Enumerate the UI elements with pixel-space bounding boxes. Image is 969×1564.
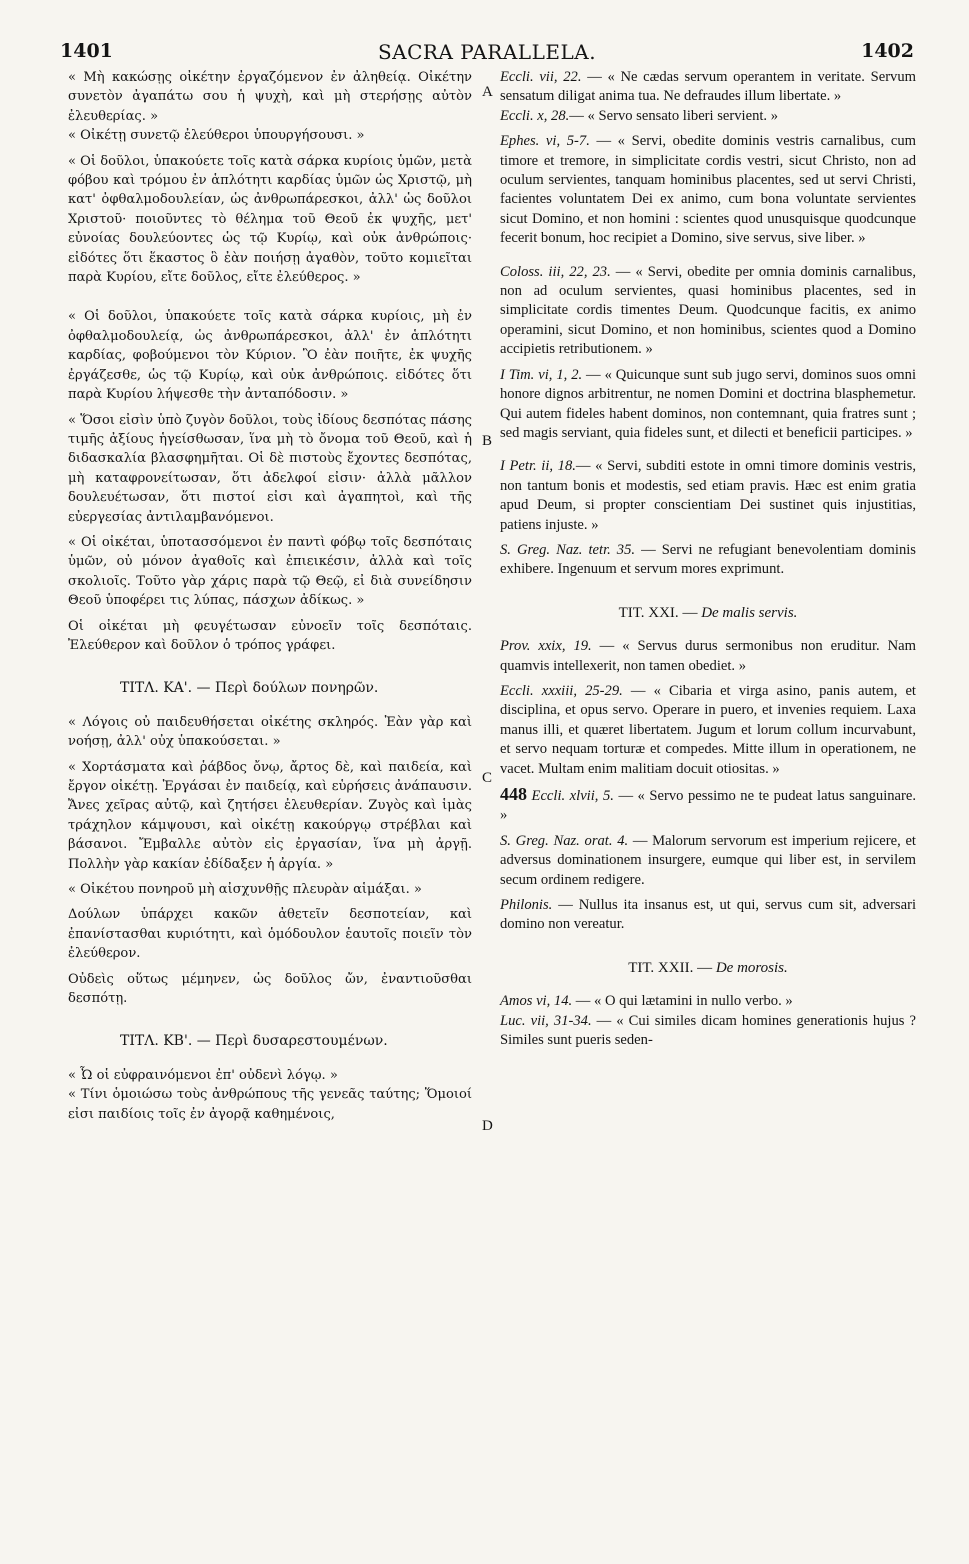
greek-paragraph: « Οἱ δοῦλοι, ὑπακούετε τοῖς κατὰ σάρκα κυρίοις ὑμῶν, μετὰ φόβου καὶ τρόμου ἐν ἁπλότητι καρδίας ὑμῶν ὡς Χριστῷ, μὴ κατ' ὀφθαλμοδουλείαν, ὡς ἀνθρωπάρεσκοι, ἀλλ' ὡς δοῦλοι Χριστοῦ· ποιοῦντες τὸ θέλημα τοῦ Θεοῦ ἐκ ψυχῆς, μετ' εὐνοίας δουλεύοντες ὡς τῷ Κυρίῳ, καὶ οὐκ ἀνθρώποις· εἰδότες ὅτι ἕκαστος ὃ ἐὰν ποιήσῃ ἀγαθὸν, τοῦτο κομιεῖται παρὰ Κυρίου, εἴτε δοῦλος, εἴτε ἐλεύθερος. » xyxy=(68,153,472,286)
scripture-reference: Philonis. xyxy=(500,897,553,914)
greek-paragraph: Οὐδεὶς οὕτως μέμηνεν, ὡς δοῦλος ὤν, ἐναντιοῦσθαι δεσπότῃ. xyxy=(68,971,472,1007)
section-marker-c: C xyxy=(482,770,493,786)
latin-text: — « Servi, subditi estote in omni timore dominis vestris, non tantum bonis et modestis, sed etiam pravis. Hæc est enim gratia apud Deum, si propter conscientiam Dei sustinet quis injustitias, patiens injuste. » xyxy=(500,458,916,533)
latin-paragraph xyxy=(500,541,916,580)
latin-text: — « Servus durus sermonibus non eruditur. Nam quamvis intellexerit, non tamen obediet. » xyxy=(500,638,916,674)
greek-paragraph: « Μὴ κακώσῃς οἰκέτην ἐργαζόμενον ἐν ἀληθείᾳ. Οἰκέτην συνετὸν ἀγαπάτω σου ἡ ψυχὴ, καὶ μὴ στερήσῃς αὐτὸν ἐλευθερίας. » xyxy=(68,70,472,124)
latin-text: — « Servi, obedite per omnia dominis carnalibus, non ad oculum servientes, quasi hominibus placentes, sed in simplicitate cordis timentes Deum. Quodcunque facitis, ex animo operamini, sicut Domino, et non hominibus, scientes quod a Domino accipietis retributionem. » xyxy=(500,263,917,358)
latin-paragraph xyxy=(500,682,916,779)
latin-paragraph xyxy=(500,637,916,676)
latin-column xyxy=(500,68,916,1056)
greek-paragraph: Δούλων ὑπάρχει κακῶν ἀθετεῖν δεσποτείαν, καὶ ἐπανίστασθαι κυριότητι, καὶ ὁμόδουλον ἑαυτοῖς ποιεῖν τὸν ἐλεύθερον. xyxy=(68,907,472,962)
latin-text: — « Cui similes dicam homines generationis hujus ? Similes sunt pueris seden- xyxy=(500,1012,916,1049)
latin-text: — Malorum servorum est imperium rejicere, et adversus dominationem insurgere, eumque qui liber est, in servilem secum ordinem redigere. xyxy=(500,832,916,888)
scripture-reference: Ephes. vi, 5-7. xyxy=(500,133,590,150)
greek-paragraph: « Οἰκέτῃ συνετῷ ἐλεύθεροι ὑπουργήσουσι. » xyxy=(68,128,365,144)
scripture-reference: Eccli. x, 28. xyxy=(500,107,570,124)
scripture-reference: Eccli. vii, 22. xyxy=(500,69,582,85)
scripture-reference: Luc. vii, 31-34. xyxy=(500,1012,592,1029)
greek-column xyxy=(68,68,472,1130)
greek-paragraph: « Ὦ οἱ εὐφραινόμενοι ἐπ' οὐδενὶ λόγῳ. » xyxy=(68,1067,338,1083)
latin-paragraph xyxy=(500,107,916,126)
page-number-left: 1401 xyxy=(60,40,113,62)
latin-text: — Nullus ita insanus est, ut qui, servus cum sit, adversari domino non vereatur. xyxy=(500,897,916,933)
latin-paragraph xyxy=(500,832,916,890)
running-header xyxy=(60,40,914,66)
scripture-reference: S. Greg. Naz. tetr. 35. xyxy=(500,541,636,558)
title-number: TIT. XXI. xyxy=(618,604,679,621)
greek-paragraph: « Οἱ δοῦλοι, ὑπακούετε τοῖς κατὰ σάρκα κυρίοις, μὴ ἐν ὀφθαλμοδουλείᾳ, ὡς ἀνθρωπάρεσκοι, ἀλλ' ἐν ἁπλότητι καρδίας, φοβούμενοι τὸν Κύριον. Ὃ ἐὰν ποιῆτε, ἐκ ψυχῆς ἐργάζεσθε, ὡς τῷ Κυρίῳ, καὶ οὐκ ἀνθρώποις. εἰδότες ὅτι παρὰ Κυρίου λήψεσθε τὴν ἀνταπόδοσιν. » xyxy=(68,309,472,403)
latin-paragraph xyxy=(500,457,916,535)
latin-title-heading: TIT. XXII. — De morosis. xyxy=(628,959,788,976)
latin-paragraph xyxy=(500,68,916,107)
greek-paragraph: « Χορτάσματα καὶ ῥάβδος ὄνῳ, ἄρτος δὲ, καὶ παιδεία, καὶ ἔργον οἰκέτῃ. Ἐργάσαι ἐν παιδείᾳ, καὶ εὑρήσεις ἀνάπαυσιν. Ἄνες χεῖρας αὐτῷ, καὶ ζητήσει ἐλευθερίαν. Ζυγὸς καὶ ἱμὰς τράχηλον κάμψουσι, καὶ οἰκέτῃ κακούργῳ στρέβλαι καὶ βάσανοι. Ἔμβαλλε αὐτὸν εἰς ἐργασίαν, ἵνα μὴ ἀργῇ. Πολλὴν γὰρ κακίαν ἐδίδαξεν ἡ ἀργία. » xyxy=(68,759,472,872)
latin-paragraph xyxy=(500,263,916,360)
greek-paragraph: « Λόγοις οὐ παιδευθήσεται οἰκέτης σκληρός. Ἐὰν γὰρ καὶ νοήσῃ, ἀλλ' οὐχ ὑπακούσεται. » xyxy=(68,714,472,750)
edition-page-number: 448 xyxy=(500,784,527,804)
section-marker-b: B xyxy=(482,433,493,449)
scripture-reference: I Petr. ii, 18. xyxy=(500,458,576,475)
latin-text: — Servi ne refugiant benevolentiam dominis exhibere. Ingenuum et servum mores exprimunt. xyxy=(500,541,916,578)
greek-paragraph: « Οἰκέτου πονηροῦ μὴ αἰσχυνθῇς πλευρὰν αἱμάξαι. » xyxy=(68,882,422,898)
greek-paragraph: « Οἱ οἰκέται, ὑποτασσόμενοι ἐν παντὶ φόβῳ τοῖς δεσπόταις ὑμῶν, οὐ μόνον ἀγαθοῖς καὶ ἐπιεικέσιν, ἀλλὰ καὶ τοῖς σκολιοῖς. Τοῦτο γὰρ χάρις παρὰ τῷ Θεῷ, εἰ διὰ συνείδησιν Θεοῦ ὑποφέρει τις λύπας, πάσχων ἀδίκως. » xyxy=(68,534,472,609)
latin-text: — « O qui lætamini in nullo verbo. » xyxy=(572,993,793,1010)
latin-paragraph xyxy=(500,132,916,248)
scripture-reference: Prov. xxix, 19. xyxy=(500,638,592,655)
greek-paragraph: « Ὅσοι εἰσὶν ὑπὸ ζυγὸν δοῦλοι, τοὺς ἰδίους δεσπότας πάσης τιμῆς ἀξίους ἡγείσθωσαν, ἵνα μὴ τὸ ὄνομα τοῦ Θεοῦ, καὶ ἡ διδασκαλία βλασφημῆται. Οἱ δὲ πιστοὺς ἔχοντες δεσπότας, μὴ καταφρονείτωσαν, ὅτι ἀδελφοί εἰσιν· ἀλλὰ μᾶλλον δουλευέτωσαν, ὅτι πιστοί εἰσι καὶ ἀγαπητοὶ, καὶ τῆς εὐεργεσίας ἀντιλαμβανόμενοι. xyxy=(68,412,472,525)
latin-text: — « Servi, obedite dominis vestris carnalibus, cum timore et tremore, in simplicitate cordis vestri, sicut Christo, non ad oculum servientes, tanquam hominibus placentes, sed ut servi Christi, facientes voluntatem Dei ex animo, cum bona voluntate servientes sicut Domino, et non homini : scientes quod unusquisque quodcunque fecerit bonum, hoc recipiet a Domino, sive servus, sive liber. » xyxy=(500,133,916,247)
latin-paragraph xyxy=(500,992,916,1011)
scripture-reference: Eccli. xxxiii, 25-29. xyxy=(500,682,623,699)
latin-text: — « Cibaria et virga asino, panis autem, et disciplina, et opus servo. Operare in puero, et invenies requiem. Laxa manus illi, et quæret libertatem. Jugum et lorum collum incurvabunt, et servo nequam torturæ et compedes. Mitte illum in operationem, ne vacet. Multam enim malitiam docuit otiositas. » xyxy=(500,682,916,777)
latin-paragraph xyxy=(500,366,916,444)
scripture-reference: I Tim. vi, 1, 2. xyxy=(500,366,583,383)
scripture-reference: Eccli. xlvii, 5. xyxy=(531,788,614,804)
greek-paragraph: « Τίνι ὁμοιώσω τοὺς ἀνθρώπους τῆς γενεᾶς ταύτης; Ὅμοιοί εἰσι παιδίοις τοῖς ἐν ἀγορᾷ καθημένοις, xyxy=(68,1087,472,1122)
scripture-reference: Amos vi, 14. xyxy=(500,993,573,1010)
title-subject: De malis servis. xyxy=(701,604,798,621)
title-subject: De morosis. xyxy=(715,959,788,976)
section-marker-a: A xyxy=(482,84,493,100)
latin-text: — « Quicunque sunt sub jugo servi, dominos suos omni honore dignos arbitrentur, ne nomen Domini et doctrina blasphemetur. Qui autem fideles habent dominos, non contemnant, quia fratres sunt ; sed magis serviant, quia fideles sunt, et dilecti et beneficii participes. » xyxy=(500,366,916,441)
title-number: TIT. XXII. xyxy=(628,959,694,976)
scripture-reference: S. Greg. Naz. orat. 4. xyxy=(500,832,629,849)
greek-paragraph: Οἱ οἰκέται μὴ φευγέτωσαν εὐνοεῖν τοῖς δεσπόταις. Ἐλεύθερον καὶ δοῦλον ὁ τρόπος γράφει. xyxy=(68,618,472,653)
page-number-right: 1402 xyxy=(861,40,914,62)
latin-title-heading: TIT. XXI. — De malis servis. xyxy=(618,604,798,621)
latin-paragraph xyxy=(500,1012,916,1051)
latin-text: — « Servo pessimo ne te pudeat latus sanguinare. » xyxy=(500,788,917,824)
latin-text: — « Ne cædas servum operantem in veritate. Servum sensatum diligat anima tua. Ne defraudes illum libertate. » xyxy=(500,69,916,105)
greek-title-heading: ΤΙΤΛ. ΚΒ'. — Περὶ δυσαρεστουμένων. xyxy=(120,1033,388,1050)
latin-text: — « Servo sensato liberi servient. » xyxy=(569,107,779,124)
greek-title-heading: ΤΙΤΛ. ΚΑ'. — Περὶ δούλων πονηρῶν. xyxy=(120,680,379,697)
latin-paragraph xyxy=(500,896,916,935)
section-marker-d: D xyxy=(482,1118,493,1134)
scripture-reference: Coloss. iii, 22, 23. xyxy=(500,263,611,280)
latin-paragraph xyxy=(500,785,916,826)
running-title: SACRA PARALLELA. xyxy=(377,40,597,64)
